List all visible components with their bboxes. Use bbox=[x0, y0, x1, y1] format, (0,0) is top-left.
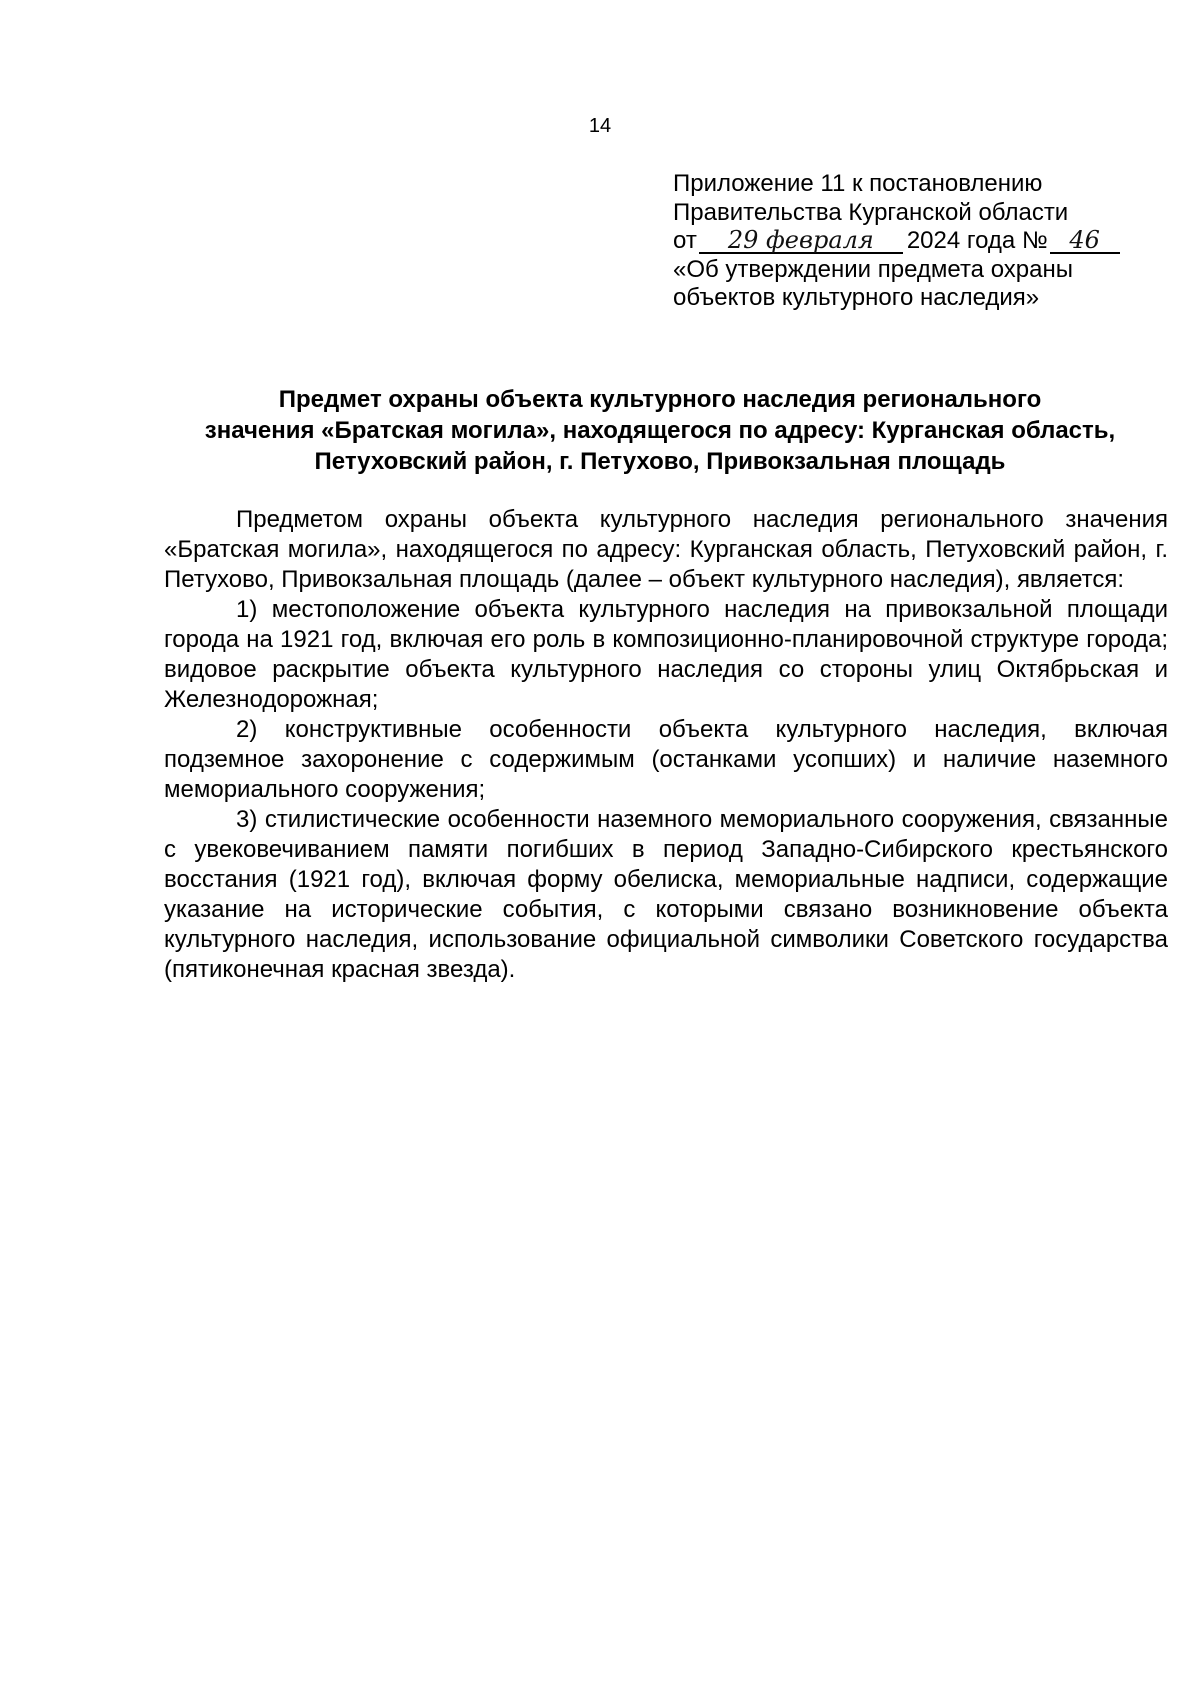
appendix-block bbox=[673, 170, 1153, 313]
title-line-2: значения «Братская могила», находящегося по адресу: Курганская область, bbox=[204, 417, 1116, 444]
list-item-number: 2) bbox=[236, 716, 258, 743]
appendix-line-4: «Об утверждении предмета охраны bbox=[673, 255, 1073, 283]
list-item-number: 1) bbox=[236, 596, 258, 623]
page-number: 14 bbox=[588, 115, 612, 137]
document-body bbox=[164, 505, 1168, 985]
title-line-3: Петуховский район, г. Петухово, Привокзальная площадь bbox=[314, 448, 1006, 475]
appendix-line-1: Приложение 11 к постановлению bbox=[673, 170, 1043, 197]
list-item bbox=[164, 595, 1168, 715]
list-item bbox=[164, 805, 1168, 985]
date-prefix: от bbox=[673, 227, 697, 254]
appendix-line-2: Правительства Курганской области bbox=[673, 198, 1069, 226]
year-text: 2024 года № bbox=[906, 227, 1048, 254]
appendix-date-line bbox=[673, 227, 1153, 256]
document-title bbox=[160, 384, 1160, 477]
appendix-line-5: объектов культурного наследия» bbox=[673, 284, 1040, 311]
handwritten-number: 46 bbox=[1050, 228, 1120, 254]
handwritten-date: 29 февраля bbox=[699, 228, 903, 254]
list-item-number: 3) bbox=[236, 806, 258, 833]
list-item-text: местоположение объекта культурного наследия на привокзальной площади города на 1921 год, включая его роль в композиционно-планировочной структуре города; видовое раскрытие объекта культурного наследия со стороны улиц Октябрьская и Железнодорожная; bbox=[164, 596, 1168, 713]
list-item bbox=[164, 715, 1168, 805]
list-item-text: стилистические особенности наземного мемориального сооружения, связанные с увековечиванием памяти погибших в период Западно-Сибирского крестьянского восстания (1921 год), включая форму обелиска, мемориальные надписи, содержащие указание на исторические события, с которыми связано возникновение объекта культурного наследия, использование официальной символики Советского государства (пятиконечная красная звезда). bbox=[164, 806, 1168, 983]
intro-paragraph: Предметом охраны объекта культурного наследия регионального значения «Братская могила», находящегося по адресу: Курганская область, Петуховский район, г. Петухово, Привокзальная площадь (далее – объект культурного наследия), является: bbox=[164, 506, 1168, 593]
title-line-1: Предмет охраны объекта культурного наследия регионального bbox=[278, 386, 1042, 413]
list-item-text: конструктивные особенности объекта культурного наследия, включая подземное захоронение с содержимым (останками усопших) и наличие наземного мемориального сооружения; bbox=[164, 716, 1169, 803]
